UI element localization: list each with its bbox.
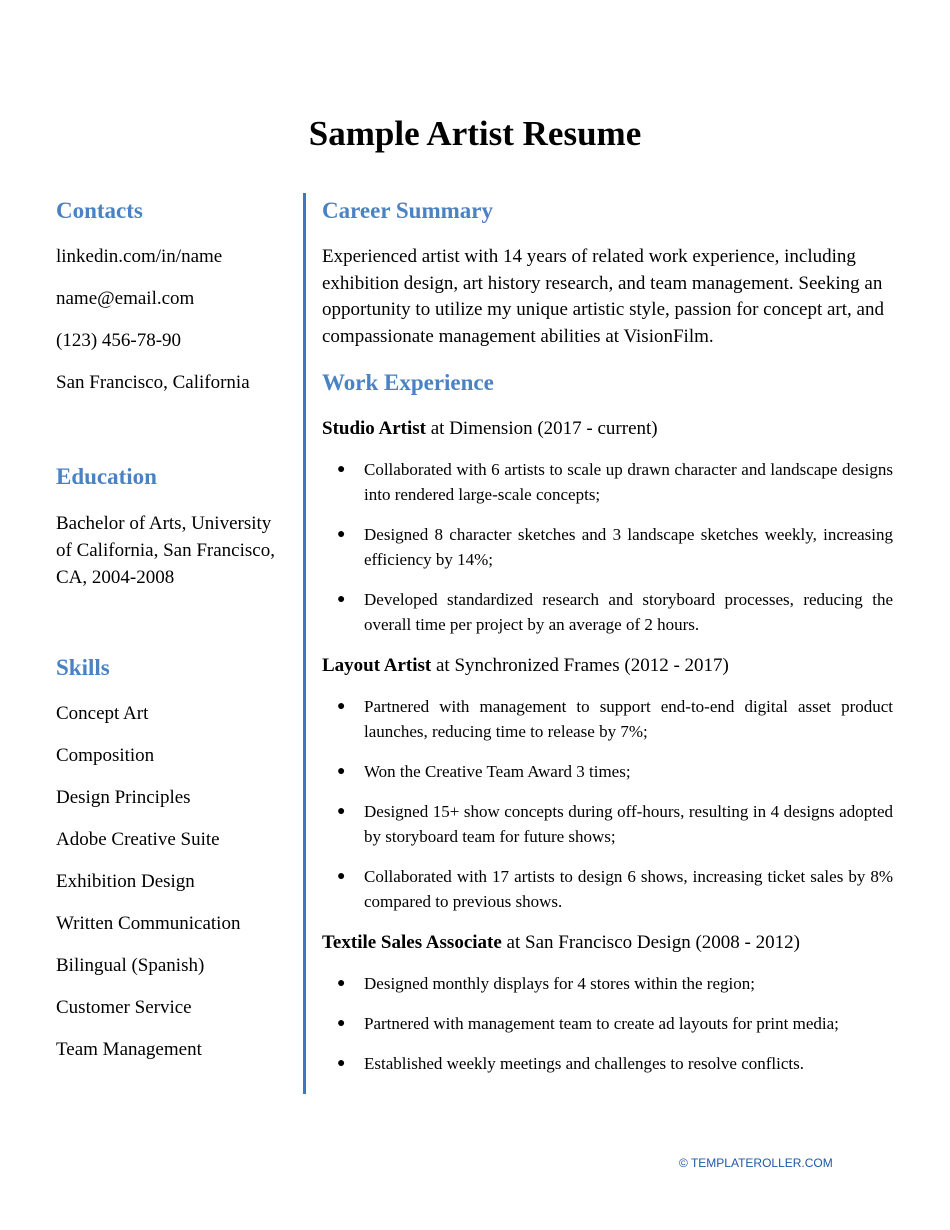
contact-location: San Francisco, California — [56, 372, 250, 393]
career-summary-text: Experienced artist with 14 years of related work experience, including exhibition design, art history research, and team management. Seeking an opportunity to utilize my unique artistic style, passion for concept art, and compassionate management abilities at VisionFilm. — [322, 246, 884, 347]
skill-item: Design Principles — [56, 787, 191, 808]
column-divider — [303, 193, 306, 1094]
bullet-text: Designed 8 character sketches and 3 landscape sketches weekly, increasing efficiency by 14%; — [364, 525, 893, 569]
work-experience-heading: Work Experience — [322, 370, 494, 395]
bullet-icon: ● — [337, 764, 346, 779]
job-bullet — [322, 799, 893, 849]
bullet-icon: ● — [337, 869, 346, 884]
skill-item: Customer Service — [56, 997, 192, 1018]
job-bullet — [322, 864, 893, 914]
contacts-section — [56, 194, 296, 396]
contact-phone: (123) 456-78-90 — [56, 330, 182, 351]
bullet-icon: ● — [337, 804, 346, 819]
right-column — [322, 194, 893, 1076]
job-bullet — [322, 587, 893, 637]
skill-item: Composition — [56, 745, 155, 766]
job-title — [322, 416, 893, 442]
bullet-icon: ● — [337, 1016, 346, 1031]
job-bullet — [322, 1051, 893, 1076]
bullet-text: Designed 15+ show concepts during off-hours, resulting in 4 designs adopted by storyboard team for future shows; — [364, 802, 893, 846]
job-role: Layout Artist — [322, 655, 432, 676]
job-title — [322, 653, 893, 679]
skills-section — [56, 651, 296, 1063]
skill-item: Concept Art — [56, 703, 149, 724]
page-title: Sample Artist Resume — [308, 114, 642, 153]
job-bullet — [322, 694, 893, 744]
left-column — [56, 194, 296, 1063]
contact-linkedin: linkedin.com/in/name — [56, 246, 223, 267]
skill-item: Written Communication — [56, 913, 241, 934]
education-section — [56, 460, 296, 591]
bullet-icon: ● — [337, 699, 346, 714]
job-role: Textile Sales Associate — [322, 932, 502, 953]
bullet-text: Established weekly meetings and challenges to resolve conflicts. — [364, 1054, 804, 1073]
job-bullet — [322, 759, 893, 784]
job-employer: at Synchronized Frames (2012 - 2017) — [431, 655, 729, 676]
bullet-icon: ● — [337, 527, 346, 542]
education-entry — [56, 510, 296, 591]
job-bullets — [322, 971, 893, 1076]
footer-link[interactable]: © TEMPLATEROLLER.COM — [679, 1156, 833, 1170]
bullet-text: Designed monthly displays for 4 stores within the region; — [364, 974, 755, 993]
bullet-text: Collaborated with 6 artists to scale up drawn character and landscape designs into rendered large-scale concepts; — [364, 460, 893, 504]
bullet-icon: ● — [337, 462, 346, 477]
job-bullet — [322, 522, 893, 572]
job-role: Studio Artist — [322, 418, 426, 439]
job-bullet — [322, 1011, 893, 1036]
education-line: CA, 2004-2008 — [56, 567, 175, 588]
education-line: Bachelor of Arts, University — [56, 513, 272, 534]
job-bullets — [322, 457, 893, 637]
bullet-text: Partnered with management team to create ad layouts for print media; — [364, 1014, 839, 1033]
job-bullet — [322, 971, 893, 996]
education-heading: Education — [56, 464, 157, 489]
skill-item: Bilingual (Spanish) — [56, 955, 205, 976]
career-summary-heading: Career Summary — [322, 198, 493, 223]
contact-email: name@email.com — [56, 288, 195, 309]
job-employer: at Dimension (2017 - current) — [426, 418, 658, 439]
education-line: of California, San Francisco, — [56, 540, 275, 561]
contacts-heading: Contacts — [56, 198, 143, 223]
bullet-icon: ● — [337, 1056, 346, 1071]
skill-item: Adobe Creative Suite — [56, 829, 220, 850]
bullet-text: Developed standardized research and storyboard processes, reducing the overall time per project by an average of 2 hours. — [364, 590, 893, 634]
bullet-text: Collaborated with 17 artists to design 6 shows, increasing ticket sales by 8% compared to previous shows. — [364, 867, 893, 911]
bullet-icon: ● — [337, 976, 346, 991]
bullet-icon: ● — [337, 592, 346, 607]
bullet-text: Won the Creative Team Award 3 times; — [364, 762, 631, 781]
job-title — [322, 930, 893, 956]
job-bullet — [322, 457, 893, 507]
skill-item: Exhibition Design — [56, 871, 195, 892]
skill-item: Team Management — [56, 1039, 202, 1060]
job-employer: at San Francisco Design (2008 - 2012) — [501, 932, 800, 953]
bullet-text: Partnered with management to support end-to-end digital asset product launches, reducing time to release by 7%; — [364, 697, 893, 741]
skills-heading: Skills — [56, 655, 110, 680]
job-bullets — [322, 694, 893, 914]
